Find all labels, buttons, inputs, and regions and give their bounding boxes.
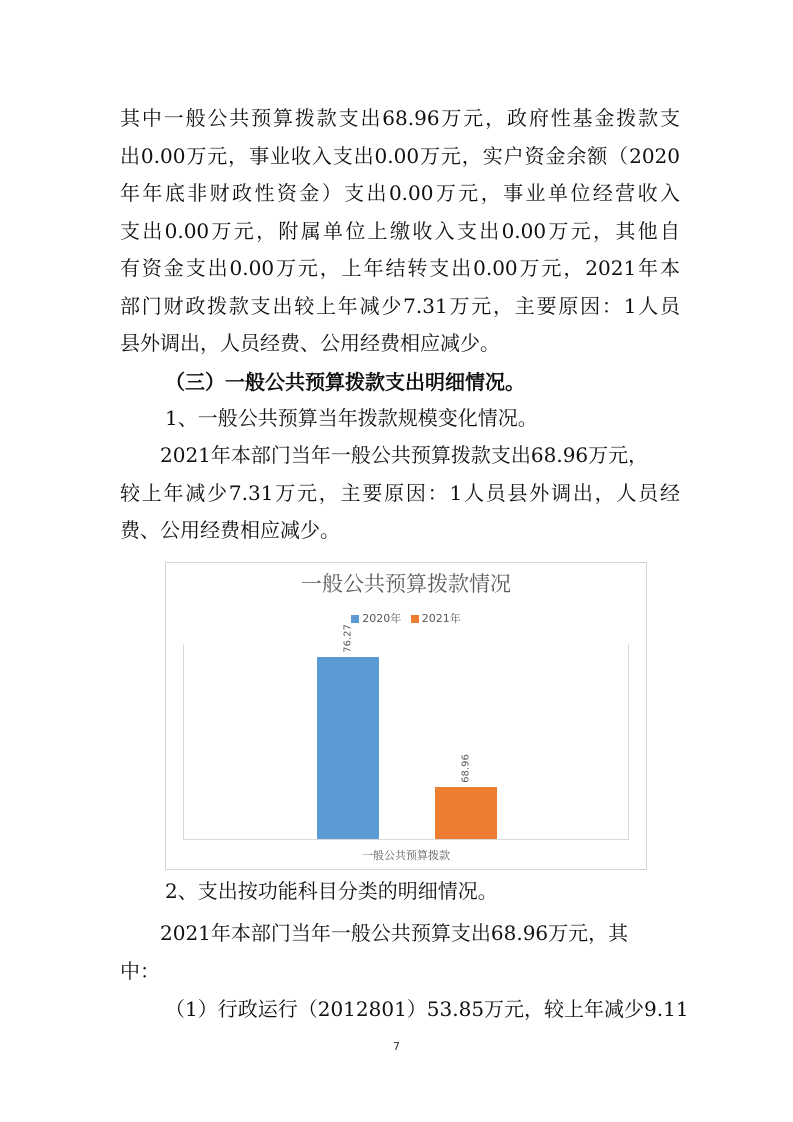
data-label: 68.96 [460, 753, 472, 783]
data-label: 76.27 [342, 624, 354, 653]
sub-heading-2: 2、支出按功能科目分类的明细情况。 [165, 879, 498, 903]
text-line: 年年底非财政性资金）支出0.00万元，事业单位经营收入 [120, 181, 680, 205]
bar-2020年 [317, 624, 379, 839]
legend-swatch-2020 [351, 615, 359, 623]
text-line: 较上年减少7.31万元，主要原因：1人员县外调出，人员经 [120, 480, 680, 505]
text-line: 支出0.00万元，附属单位上缴收入支出0.00万元，其他自 [120, 218, 680, 243]
text-line: 2021年本部门当年一般公共预算支出68.96万元，其 [160, 921, 629, 945]
text-line: 其中一般公共预算拨款支出68.96万元，政府性基金拨款支 [120, 106, 680, 130]
text-line: 部门财政拨款支出较上年减少7.31万元，主要原因：1人员 [120, 293, 680, 318]
text-line: 有资金支出0.00万元，上年结转支出0.00万元，2021年本 [120, 256, 680, 280]
paragraph-funding-sources [120, 100, 680, 363]
section-heading: （三）一般公共预算拨款支出明细情况。 [165, 370, 525, 394]
legend-swatch-2021 [411, 615, 419, 623]
text-line: 县外调出，人员经费、公用经费相应减少。 [120, 331, 500, 355]
legend-item-2020 [351, 610, 401, 626]
legend-label: 2021年 [421, 612, 461, 625]
text-line: 2021年本部门当年一般公共预算拨款支出68.96万元， [160, 443, 649, 467]
text-line: 出0.00万元，事业收入支出0.00万元，实户资金余额（2020 [120, 143, 680, 168]
paragraph-budget-change [120, 437, 680, 550]
sub-heading-1: 1、一般公共预算当年拨款规模变化情况。 [165, 406, 538, 430]
item-admin-operation: （1）行政运行（2012801）53.85万元，较上年减少9.11 [165, 997, 689, 1021]
text-line: 费、公用经费相应减少。 [120, 518, 340, 542]
budget-chart [165, 562, 647, 870]
chart-title: 一般公共预算拨款情况 [301, 572, 511, 596]
bar-2021年 [435, 753, 497, 839]
text-line: 中： [120, 958, 160, 983]
plot-area [183, 624, 629, 840]
legend-label: 2020年 [362, 612, 402, 625]
paragraph-functional-detail [120, 915, 680, 990]
page-number: 7 [393, 1040, 400, 1053]
x-axis-category-label: 一般公共预算拨款 [362, 849, 450, 862]
chart-legend [166, 610, 646, 626]
legend-item-2021 [411, 610, 461, 626]
